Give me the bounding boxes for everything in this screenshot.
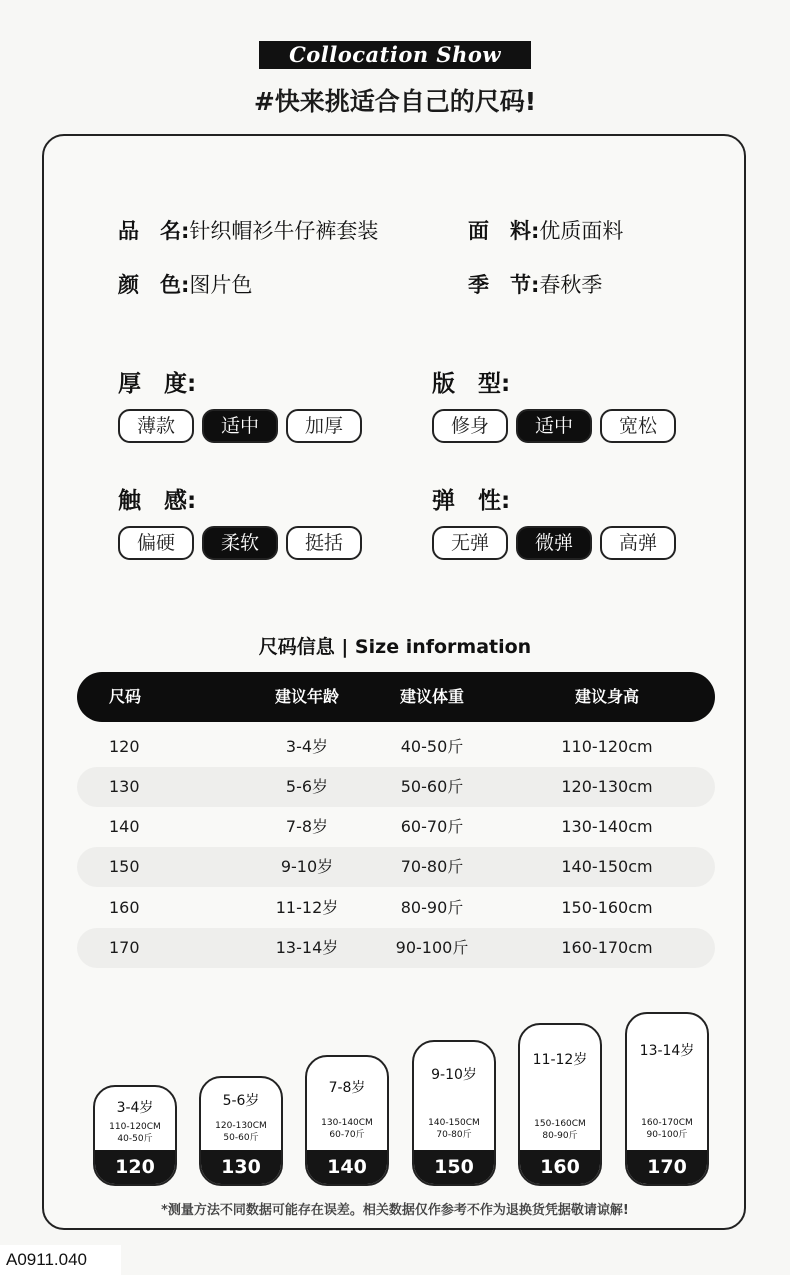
product-name-value: 针织帽衫牛仔裤套装 bbox=[189, 219, 379, 243]
product-season-value: 春秋季 bbox=[539, 273, 603, 297]
size-card-height: 110-120CM bbox=[109, 1122, 161, 1132]
product-name-label: 品 名: bbox=[118, 219, 190, 243]
product-name bbox=[118, 215, 378, 245]
table-row bbox=[77, 928, 715, 968]
cell-weight: 70-80斤 bbox=[400, 857, 464, 876]
cell-height: 130-140cm bbox=[561, 817, 653, 836]
size-card-height: 120-130CM bbox=[215, 1121, 267, 1131]
cell-weight: 60-70斤 bbox=[400, 817, 464, 836]
elasticity-option-none: 无弹 bbox=[432, 526, 508, 560]
cell-age: 9-10岁 bbox=[280, 857, 334, 876]
page-subtitle: #快来挑适合自己的尺码! bbox=[253, 87, 537, 116]
cell-age: 5-6岁 bbox=[285, 777, 329, 796]
size-card-age: 5-6岁 bbox=[222, 1093, 260, 1109]
size-card-age: 7-8岁 bbox=[328, 1080, 366, 1096]
cell-size: 150 bbox=[109, 857, 140, 876]
cell-height: 140-150cm bbox=[561, 857, 653, 876]
cell-size: 170 bbox=[109, 938, 140, 957]
cell-height: 110-120cm bbox=[561, 737, 653, 756]
fit-options bbox=[432, 409, 676, 443]
touch-options bbox=[118, 526, 362, 560]
cell-height: 160-170cm bbox=[561, 938, 653, 957]
product-color bbox=[118, 269, 252, 299]
touch-label: 触 感: bbox=[118, 488, 197, 514]
thickness-option-thick: 加厚 bbox=[286, 409, 362, 443]
fit-label: 版 型: bbox=[432, 371, 511, 397]
touch-option-crisp: 挺括 bbox=[286, 526, 362, 560]
header-height: 建议身高 bbox=[574, 687, 639, 706]
product-season-label: 季 节: bbox=[468, 273, 540, 297]
touch-option-soft: 柔软 bbox=[202, 526, 278, 560]
size-card-weight: 70-80斤 bbox=[436, 1130, 472, 1140]
cell-height: 120-130cm bbox=[561, 777, 653, 796]
fit-option-loose: 宽松 bbox=[600, 409, 676, 443]
size-card-120 bbox=[93, 1085, 177, 1186]
size-card-height: 150-160CM bbox=[534, 1119, 586, 1129]
cell-weight: 50-60斤 bbox=[400, 777, 464, 796]
header-age: 建议年龄 bbox=[274, 687, 339, 706]
size-card-size: 130 bbox=[201, 1150, 281, 1184]
elasticity-option-high: 高弹 bbox=[600, 526, 676, 560]
elasticity-option-slight: 微弹 bbox=[516, 526, 592, 560]
size-card-age: 11-12岁 bbox=[532, 1052, 588, 1068]
cell-height: 150-160cm bbox=[561, 898, 653, 917]
thickness-option-medium: 适中 bbox=[202, 409, 278, 443]
product-season bbox=[468, 269, 602, 299]
size-card-size: 160 bbox=[520, 1150, 600, 1184]
fit-option-regular: 适中 bbox=[516, 409, 592, 443]
cell-size: 120 bbox=[109, 737, 140, 756]
size-card-height: 160-170CM bbox=[641, 1118, 693, 1128]
size-table-header bbox=[77, 672, 715, 722]
table-row bbox=[77, 847, 715, 887]
cell-age: 3-4岁 bbox=[285, 737, 329, 756]
table-row bbox=[77, 888, 715, 928]
size-card-130 bbox=[199, 1076, 283, 1186]
cell-age: 7-8岁 bbox=[285, 817, 329, 836]
cell-size: 160 bbox=[109, 898, 140, 917]
product-code: A0911.040 bbox=[0, 1245, 121, 1275]
touch-option-hard: 偏硬 bbox=[118, 526, 194, 560]
thickness-label: 厚 度: bbox=[118, 371, 197, 397]
thickness-option-thin: 薄款 bbox=[118, 409, 194, 443]
cell-weight: 90-100斤 bbox=[395, 938, 469, 957]
size-card-size: 150 bbox=[414, 1150, 494, 1184]
size-card-height: 140-150CM bbox=[428, 1118, 480, 1128]
cell-weight: 80-90斤 bbox=[400, 898, 464, 917]
cell-size: 130 bbox=[109, 777, 140, 796]
elasticity-label: 弹 性: bbox=[432, 488, 511, 514]
product-fabric-label: 面 料: bbox=[468, 219, 540, 243]
product-color-label: 颜 色: bbox=[118, 273, 190, 297]
size-card-weight: 80-90斤 bbox=[542, 1131, 578, 1141]
header-weight: 建议体重 bbox=[399, 687, 464, 706]
elasticity-options bbox=[432, 526, 676, 560]
size-card-size: 120 bbox=[95, 1150, 175, 1184]
size-card-age: 3-4岁 bbox=[116, 1100, 154, 1116]
table-row bbox=[77, 767, 715, 807]
size-card-age: 13-14岁 bbox=[639, 1043, 695, 1059]
size-card-height: 130-140CM bbox=[321, 1118, 373, 1128]
product-fabric-value: 优质面料 bbox=[539, 219, 624, 243]
size-card-weight: 60-70斤 bbox=[329, 1130, 365, 1140]
cell-weight: 40-50斤 bbox=[400, 737, 464, 756]
size-card-weight: 90-100斤 bbox=[646, 1130, 688, 1140]
size-card-150 bbox=[412, 1040, 496, 1186]
banner: Collocation Show bbox=[259, 41, 531, 69]
size-card-weight: 40-50斤 bbox=[117, 1134, 153, 1144]
size-card-size: 140 bbox=[307, 1150, 387, 1184]
header-size: 尺码 bbox=[109, 687, 142, 706]
size-card-age: 9-10岁 bbox=[431, 1067, 477, 1083]
size-card-size: 170 bbox=[627, 1150, 707, 1184]
fit-option-slim: 修身 bbox=[432, 409, 508, 443]
cell-age: 13-14岁 bbox=[275, 938, 339, 957]
product-fabric bbox=[468, 215, 623, 245]
table-row bbox=[77, 727, 715, 767]
product-color-value: 图片色 bbox=[189, 273, 253, 297]
table-row bbox=[77, 807, 715, 847]
size-table-title: 尺码信息 | Size information bbox=[258, 636, 532, 658]
thickness-options bbox=[118, 409, 362, 443]
size-card-140 bbox=[305, 1055, 389, 1186]
cell-age: 11-12岁 bbox=[275, 898, 339, 917]
measurement-disclaimer: *测量方法不同数据可能存在误差。相关数据仅作参考不作为退换货凭据敬请谅解! bbox=[161, 1203, 629, 1218]
size-card-160 bbox=[518, 1023, 602, 1186]
size-card-170 bbox=[625, 1012, 709, 1186]
cell-size: 140 bbox=[109, 817, 140, 836]
size-card-weight: 50-60斤 bbox=[223, 1133, 259, 1143]
